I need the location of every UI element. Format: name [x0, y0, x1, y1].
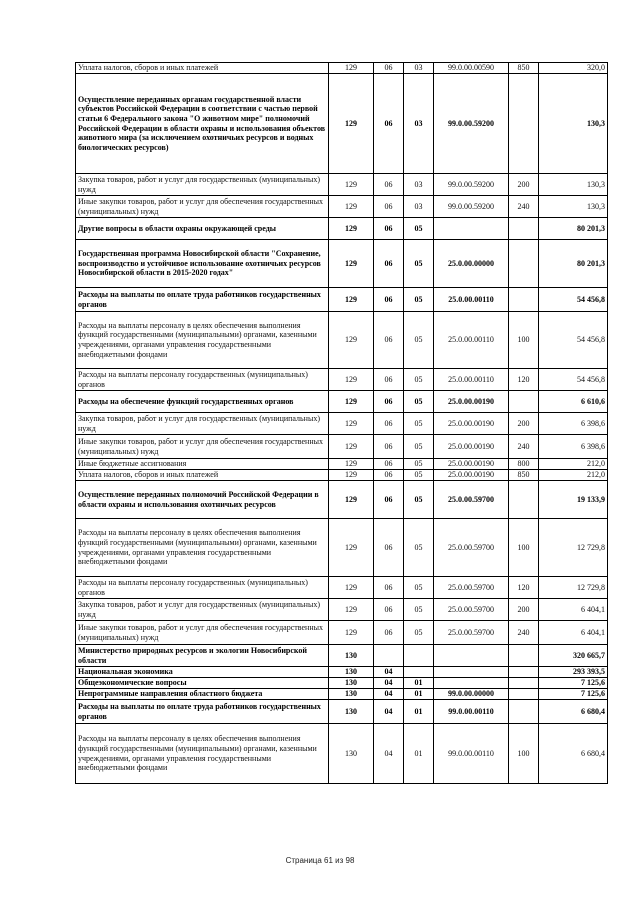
cell-amount: 80 201,3 — [539, 240, 608, 288]
cell-expense-type: 240 — [509, 196, 539, 218]
cell-expense-type — [509, 700, 539, 724]
cell-grbs: 129 — [329, 391, 374, 413]
cell-name: Национальная экономика — [76, 667, 329, 678]
cell-subsection: 05 — [404, 413, 434, 435]
cell-grbs: 129 — [329, 459, 374, 470]
table-row — [76, 288, 608, 312]
cell-amount: 320 665,7 — [539, 645, 608, 667]
cell-grbs: 129 — [329, 240, 374, 288]
cell-amount: 320,0 — [539, 63, 608, 74]
cell-target-article — [434, 667, 509, 678]
cell-expense-type — [509, 645, 539, 667]
cell-expense-type: 240 — [509, 621, 539, 645]
cell-amount: 130,3 — [539, 74, 608, 174]
cell-section: 06 — [374, 481, 404, 519]
table-row — [76, 470, 608, 481]
cell-expense-type: 850 — [509, 63, 539, 74]
cell-expense-type — [509, 391, 539, 413]
cell-target-article: 25.0.00.00110 — [434, 288, 509, 312]
cell-name: Государственная программа Новосибирской области "Сохранение, воспроизводство и устойчивое использование охотничьих ресурсов Новосибирской области в 2015-2020 годах" — [76, 240, 329, 288]
table-row — [76, 459, 608, 470]
cell-section — [374, 645, 404, 667]
cell-grbs: 129 — [329, 312, 374, 369]
cell-section: 06 — [374, 288, 404, 312]
cell-name: Иные закупки товаров, работ и услуг для обеспечения государственных (муниципальных) нужд — [76, 196, 329, 218]
cell-subsection: 05 — [404, 240, 434, 288]
table-row — [76, 240, 608, 288]
cell-amount: 6 680,4 — [539, 724, 608, 784]
cell-amount: 6 398,6 — [539, 413, 608, 435]
cell-grbs: 130 — [329, 678, 374, 689]
table-row — [76, 174, 608, 196]
cell-name: Расходы на выплаты персоналу государственных (муниципальных) органов — [76, 369, 329, 391]
cell-name: Уплата налогов, сборов и иных платежей — [76, 470, 329, 481]
cell-subsection: 05 — [404, 621, 434, 645]
cell-expense-type — [509, 678, 539, 689]
table-row — [76, 599, 608, 621]
cell-subsection: 01 — [404, 724, 434, 784]
cell-target-article — [434, 218, 509, 240]
cell-grbs: 129 — [329, 196, 374, 218]
cell-target-article: 25.0.00.59700 — [434, 519, 509, 577]
cell-name: Расходы на выплаты по оплате труда работников государственных органов — [76, 700, 329, 724]
table-row — [76, 724, 608, 784]
cell-name: Расходы на выплаты по оплате труда работников государственных органов — [76, 288, 329, 312]
cell-amount: 54 456,8 — [539, 369, 608, 391]
cell-name: Иные закупки товаров, работ и услуг для обеспечения государственных (муниципальных) нужд — [76, 621, 329, 645]
cell-amount: 6 404,1 — [539, 599, 608, 621]
cell-name: Министерство природных ресурсов и экологии Новосибирской области — [76, 645, 329, 667]
cell-grbs: 129 — [329, 577, 374, 599]
cell-subsection: 01 — [404, 689, 434, 700]
cell-name: Расходы на обеспечение функций государственных органов — [76, 391, 329, 413]
table-row — [76, 74, 608, 174]
cell-expense-type: 200 — [509, 413, 539, 435]
cell-expense-type: 120 — [509, 577, 539, 599]
cell-grbs: 129 — [329, 174, 374, 196]
cell-amount: 80 201,3 — [539, 218, 608, 240]
cell-expense-type — [509, 689, 539, 700]
cell-subsection: 05 — [404, 288, 434, 312]
cell-subsection: 05 — [404, 599, 434, 621]
cell-name: Закупка товаров, работ и услуг для государственных (муниципальных) нужд — [76, 413, 329, 435]
cell-target-article: 99.0.00.00000 — [434, 689, 509, 700]
cell-subsection — [404, 667, 434, 678]
cell-section: 06 — [374, 218, 404, 240]
cell-subsection: 05 — [404, 369, 434, 391]
cell-amount: 12 729,8 — [539, 519, 608, 577]
cell-section: 06 — [374, 74, 404, 174]
cell-target-article: 25.0.00.59700 — [434, 621, 509, 645]
cell-amount: 130,3 — [539, 174, 608, 196]
cell-section: 06 — [374, 459, 404, 470]
cell-amount: 12 729,8 — [539, 577, 608, 599]
cell-name: Другие вопросы в области охраны окружающей среды — [76, 218, 329, 240]
cell-section: 04 — [374, 689, 404, 700]
cell-target-article: 25.0.00.00110 — [434, 312, 509, 369]
cell-name: Осуществление переданных полномочий Российской Федерации в области охраны и использования охотничьих ресурсов — [76, 481, 329, 519]
cell-name: Расходы на выплаты персоналу в целях обеспечения выполнения функций государственными (муниципальными) органами, казенными учреждениями, органами управления государственными внебюджетными фондами — [76, 312, 329, 369]
cell-expense-type: 200 — [509, 174, 539, 196]
cell-amount: 19 133,9 — [539, 481, 608, 519]
cell-amount: 7 125,6 — [539, 689, 608, 700]
table-row — [76, 312, 608, 369]
cell-section: 06 — [374, 621, 404, 645]
cell-amount: 6 680,4 — [539, 700, 608, 724]
cell-section: 06 — [374, 240, 404, 288]
cell-subsection: 05 — [404, 391, 434, 413]
cell-grbs: 129 — [329, 470, 374, 481]
cell-expense-type — [509, 240, 539, 288]
cell-name: Уплата налогов, сборов и иных платежей — [76, 63, 329, 74]
cell-expense-type — [509, 288, 539, 312]
cell-section: 06 — [374, 599, 404, 621]
page-number: Страница 61 из 98 — [285, 856, 355, 865]
cell-section: 06 — [374, 196, 404, 218]
cell-section: 06 — [374, 435, 404, 459]
cell-amount: 212,0 — [539, 459, 608, 470]
table-row — [76, 435, 608, 459]
cell-grbs: 129 — [329, 288, 374, 312]
table-row — [76, 678, 608, 689]
budget-table — [75, 62, 608, 784]
table-row — [76, 481, 608, 519]
cell-subsection: 05 — [404, 470, 434, 481]
cell-target-article: 99.0.00.00590 — [434, 63, 509, 74]
cell-subsection: 05 — [404, 519, 434, 577]
cell-section: 06 — [374, 174, 404, 196]
cell-subsection: 01 — [404, 678, 434, 689]
cell-name: Расходы на выплаты персоналу в целях обеспечения выполнения функций государственными (муниципальными) органами, казенными учреждениями, органами управления государственными внебюджетными фондами — [76, 519, 329, 577]
table-row — [76, 369, 608, 391]
cell-grbs: 130 — [329, 689, 374, 700]
cell-subsection: 01 — [404, 700, 434, 724]
cell-grbs: 129 — [329, 435, 374, 459]
cell-amount: 7 125,6 — [539, 678, 608, 689]
cell-section: 04 — [374, 667, 404, 678]
cell-grbs: 129 — [329, 74, 374, 174]
table-row — [76, 413, 608, 435]
table-row — [76, 519, 608, 577]
cell-section: 06 — [374, 63, 404, 74]
cell-amount: 130,3 — [539, 196, 608, 218]
cell-expense-type: 120 — [509, 369, 539, 391]
cell-target-article: 25.0.00.00190 — [434, 459, 509, 470]
cell-subsection: 05 — [404, 435, 434, 459]
cell-section: 04 — [374, 678, 404, 689]
cell-name: Осуществление переданных органам государственной власти субъектов Российской Федерации в соответствии с частью первой статьи 6 Федерального закона "О животном мире" полномочий Российской Федерации в области охраны и использования объектов животного мира (за исключением охотничьих ресурсов и водных биологических ресурсов) — [76, 74, 329, 174]
cell-target-article: 25.0.00.59700 — [434, 599, 509, 621]
cell-expense-type: 100 — [509, 519, 539, 577]
cell-name: Иные закупки товаров, работ и услуг для обеспечения государственных (муниципальных) нужд — [76, 435, 329, 459]
cell-subsection: 03 — [404, 174, 434, 196]
cell-section: 06 — [374, 519, 404, 577]
cell-grbs: 129 — [329, 369, 374, 391]
cell-amount: 54 456,8 — [539, 312, 608, 369]
cell-grbs: 129 — [329, 599, 374, 621]
cell-target-article: 25.0.00.00190 — [434, 470, 509, 481]
table-row — [76, 218, 608, 240]
cell-section: 06 — [374, 413, 404, 435]
table-row — [76, 196, 608, 218]
cell-expense-type: 850 — [509, 470, 539, 481]
table-row — [76, 621, 608, 645]
cell-subsection: 05 — [404, 481, 434, 519]
cell-section: 06 — [374, 312, 404, 369]
cell-name: Иные бюджетные ассигнования — [76, 459, 329, 470]
cell-grbs: 129 — [329, 621, 374, 645]
cell-subsection: 03 — [404, 74, 434, 174]
cell-expense-type — [509, 667, 539, 678]
cell-grbs: 130 — [329, 667, 374, 678]
cell-subsection: 05 — [404, 459, 434, 470]
cell-target-article: 99.0.00.59200 — [434, 74, 509, 174]
cell-expense-type: 100 — [509, 312, 539, 369]
cell-subsection: 03 — [404, 196, 434, 218]
cell-name: Непрограммные направления областного бюджета — [76, 689, 329, 700]
cell-grbs: 129 — [329, 218, 374, 240]
cell-expense-type — [509, 74, 539, 174]
cell-amount: 212,0 — [539, 470, 608, 481]
cell-target-article: 99.0.00.00110 — [434, 724, 509, 784]
cell-amount: 54 456,8 — [539, 288, 608, 312]
cell-amount: 293 393,5 — [539, 667, 608, 678]
cell-section: 04 — [374, 700, 404, 724]
cell-grbs: 129 — [329, 413, 374, 435]
cell-target-article: 25.0.00.59700 — [434, 577, 509, 599]
table-row — [76, 391, 608, 413]
cell-amount: 6 610,6 — [539, 391, 608, 413]
cell-grbs: 129 — [329, 63, 374, 74]
cell-subsection — [404, 645, 434, 667]
cell-target-article: 25.0.00.00190 — [434, 435, 509, 459]
cell-subsection: 05 — [404, 218, 434, 240]
cell-expense-type: 100 — [509, 724, 539, 784]
table-row — [76, 667, 608, 678]
table-row — [76, 689, 608, 700]
cell-expense-type: 240 — [509, 435, 539, 459]
cell-grbs: 130 — [329, 700, 374, 724]
budget-table-body — [76, 63, 608, 784]
cell-target-article: 99.0.00.59200 — [434, 196, 509, 218]
cell-expense-type — [509, 481, 539, 519]
cell-target-article — [434, 645, 509, 667]
cell-subsection: 05 — [404, 577, 434, 599]
cell-section: 06 — [374, 577, 404, 599]
cell-target-article: 25.0.00.00110 — [434, 369, 509, 391]
cell-section: 04 — [374, 724, 404, 784]
cell-expense-type: 800 — [509, 459, 539, 470]
table-row — [76, 700, 608, 724]
cell-target-article — [434, 678, 509, 689]
cell-subsection: 03 — [404, 63, 434, 74]
cell-section: 06 — [374, 470, 404, 481]
cell-grbs: 130 — [329, 645, 374, 667]
table-row — [76, 577, 608, 599]
cell-name: Закупка товаров, работ и услуг для государственных (муниципальных) нужд — [76, 174, 329, 196]
cell-target-article: 25.0.00.00190 — [434, 413, 509, 435]
cell-name: Расходы на выплаты персоналу в целях обеспечения выполнения функций государственными (муниципальными) органами, казенными учреждениями, органами управления государственными внебюджетными фондами — [76, 724, 329, 784]
cell-grbs: 129 — [329, 519, 374, 577]
cell-expense-type: 200 — [509, 599, 539, 621]
cell-target-article: 25.0.00.59700 — [434, 481, 509, 519]
cell-section: 06 — [374, 369, 404, 391]
cell-target-article: 25.0.00.00190 — [434, 391, 509, 413]
cell-amount: 6 398,6 — [539, 435, 608, 459]
cell-section: 06 — [374, 391, 404, 413]
table-row — [76, 645, 608, 667]
cell-grbs: 130 — [329, 724, 374, 784]
cell-target-article: 99.0.00.00110 — [434, 700, 509, 724]
table-row — [76, 63, 608, 74]
cell-name: Общеэкономические вопросы — [76, 678, 329, 689]
cell-name: Расходы на выплаты персоналу государственных (муниципальных) органов — [76, 577, 329, 599]
cell-grbs: 129 — [329, 481, 374, 519]
cell-amount: 6 404,1 — [539, 621, 608, 645]
cell-name: Закупка товаров, работ и услуг для государственных (муниципальных) нужд — [76, 599, 329, 621]
cell-subsection: 05 — [404, 312, 434, 369]
cell-target-article: 25.0.00.00000 — [434, 240, 509, 288]
cell-expense-type — [509, 218, 539, 240]
cell-target-article: 99.0.00.59200 — [434, 174, 509, 196]
